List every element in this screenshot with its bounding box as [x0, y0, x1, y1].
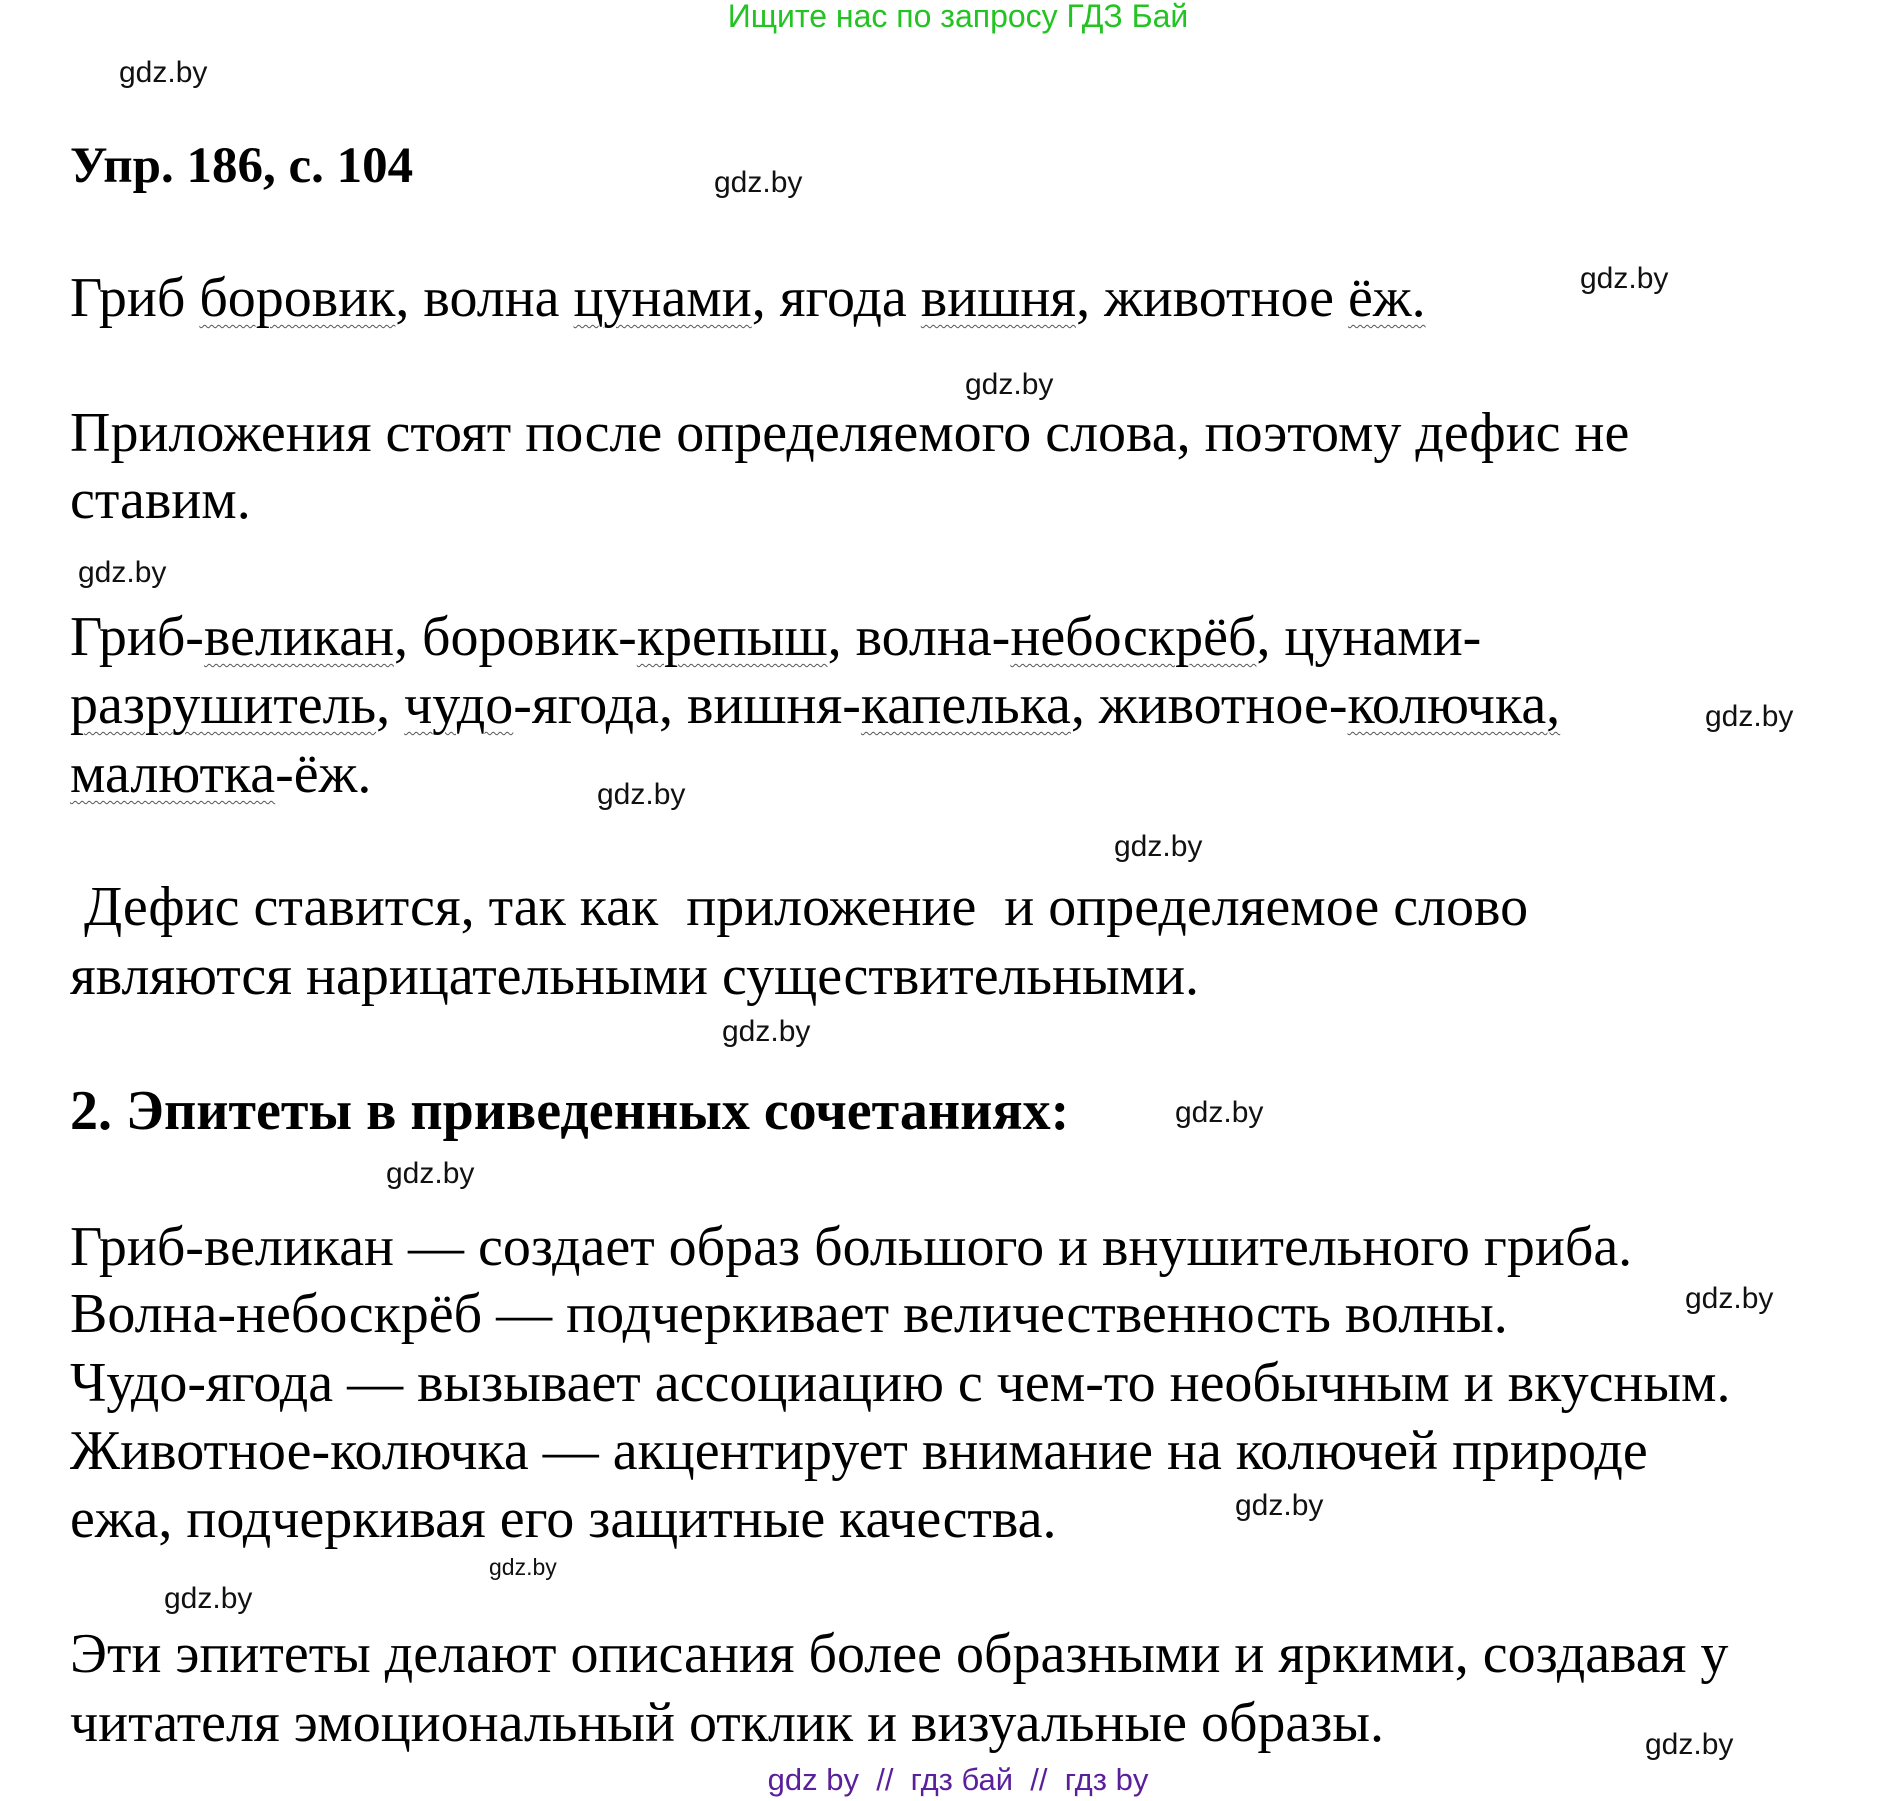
text-segment: Гриб — [70, 267, 200, 329]
watermark: gdz.by — [164, 1582, 253, 1615]
text-line — [70, 470, 251, 530]
text-line — [70, 1217, 1632, 1277]
text-segment: Волна-небоскрёб — подчеркивает величественность волны. — [70, 1283, 1508, 1345]
text-segment: -ягода, вишня- — [513, 674, 861, 736]
exercise-title: Упр. 186, с. 104 — [70, 138, 414, 194]
text-segment: Гриб- — [70, 606, 204, 668]
text-line — [70, 1284, 1508, 1344]
text-line — [70, 1624, 1728, 1684]
text-segment: Чудо-ягода — вызывает ассоциацию с чем-то необычным и вкусным. — [70, 1352, 1731, 1414]
text-segment: , ягода — [751, 267, 921, 329]
text-line — [70, 675, 1560, 735]
watermark: gdz.by — [1685, 1282, 1774, 1315]
text-line — [70, 268, 1426, 328]
text-segment: Животное-колючка — акцентирует внимание на колючей природе — [70, 1420, 1648, 1482]
underlined-word: небоскрёб — [1010, 606, 1257, 668]
underlined-word: цунами — [573, 267, 752, 329]
underlined-word: колючка, — [1347, 674, 1561, 736]
text-segment: читателя эмоциональный отклик и визуальные образы. — [70, 1692, 1385, 1754]
text-line — [70, 1353, 1730, 1413]
underlined-word: ёж. — [1348, 267, 1426, 329]
text-segment: , животное- — [1070, 674, 1348, 736]
text-segment: Гриб-великан — создает образ большого и внушительного гриба. — [70, 1216, 1633, 1278]
text-segment: , — [376, 674, 405, 736]
text-segment: Эти эпитеты делают описания более образными и яркими, создавая у — [70, 1623, 1729, 1685]
watermark: gdz.by — [714, 166, 803, 199]
text-segment: являются нарицательными существительными. — [70, 945, 1200, 1007]
underlined-word: малютка — [70, 743, 276, 805]
watermark: gdz.by — [119, 56, 208, 89]
text-segment: Приложения стоят после определяемого слова, поэтому дефис не — [70, 402, 1630, 464]
underlined-word: крепыш — [636, 606, 828, 668]
watermark: gdz.by — [597, 778, 686, 811]
text-line — [70, 744, 371, 804]
text-line — [70, 1693, 1384, 1753]
text-line — [70, 403, 1629, 463]
watermark: gdz.by — [1114, 830, 1203, 863]
watermark: gdz.by — [722, 1015, 811, 1048]
text-segment: , волна — [395, 267, 574, 329]
footer-links[interactable]: gdz by // гдз бай // гдз by — [767, 1762, 1149, 1797]
text-line — [70, 607, 1481, 667]
text-segment: , цунами- — [1256, 606, 1482, 668]
top-banner[interactable]: Ищите нас по запросу ГДЗ Бай — [727, 0, 1189, 34]
watermark: gdz.by — [965, 368, 1054, 401]
text-segment: ежа, подчеркивая его защитные качества. — [70, 1488, 1057, 1550]
underlined-word: чудо — [404, 674, 514, 736]
text-line — [70, 946, 1199, 1006]
text-line — [70, 877, 1528, 937]
watermark: gdz.by — [1580, 262, 1669, 295]
watermark: gdz.by — [78, 556, 167, 589]
watermark: gdz.by — [1705, 700, 1794, 733]
text-segment: Дефис ставится, так как приложение и определяемое слово — [70, 876, 1529, 938]
text-segment: -ёж. — [275, 743, 372, 805]
underlined-word: капелька — [860, 674, 1071, 736]
underlined-word: разрушитель — [70, 674, 377, 736]
watermark: gdz.by — [386, 1157, 475, 1190]
watermark: gdz.by — [1645, 1728, 1734, 1761]
watermark: gdz.by — [1235, 1489, 1324, 1522]
text-line — [70, 1489, 1056, 1549]
underlined-word: боровик — [199, 267, 396, 329]
watermark: gdz.by — [489, 1554, 557, 1580]
section-2-heading: 2. Эпитеты в приведенных сочетаниях: — [70, 1080, 1070, 1142]
text-segment: , животное — [1076, 267, 1349, 329]
text-segment: ставим. — [70, 469, 251, 531]
text-line — [70, 1421, 1648, 1481]
text-segment: , боровик- — [394, 606, 637, 668]
underlined-word: великан — [203, 606, 395, 668]
watermark: gdz.by — [1175, 1096, 1264, 1129]
underlined-word: вишня — [920, 267, 1077, 329]
text-segment: , волна- — [827, 606, 1011, 668]
